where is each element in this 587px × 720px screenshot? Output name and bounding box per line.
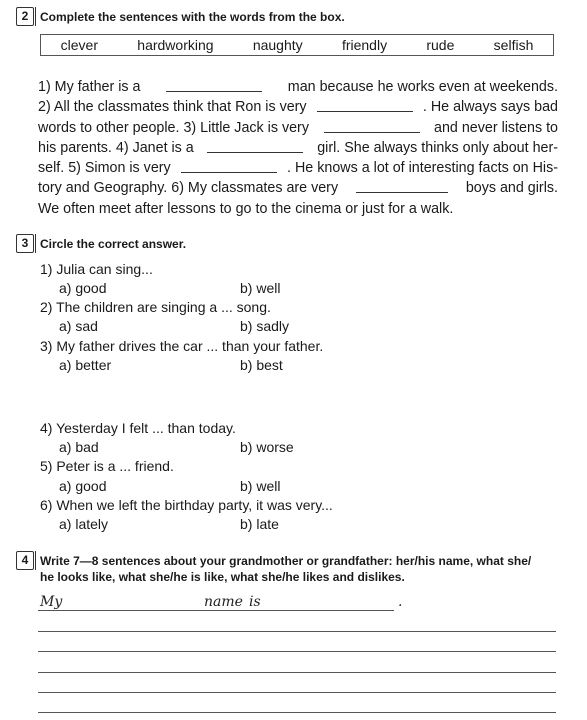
exercise-4-instruction-line1: Write 7—8 sentences about your grandmother or grandfather: her/his name, what she/ (40, 554, 532, 568)
answer-option-a[interactable]: a) bad (59, 439, 99, 455)
answer-option-a[interactable]: a) better (59, 357, 112, 373)
question-text: 1) Julia can sing... (40, 261, 153, 277)
answer-blank[interactable] (181, 158, 277, 173)
exercise-4-divider (35, 551, 36, 570)
question-text: 3) My father drives the car ... than your father. (40, 338, 324, 354)
word-box-word: selfish (493, 37, 534, 53)
word-box-word: hardworking (137, 37, 214, 53)
answer-blank[interactable] (317, 97, 413, 112)
paragraph-line: self. 5) Simon is very . He knows a lot of interesting facts on His- (38, 160, 558, 177)
answer-option-a[interactable]: a) good (59, 478, 107, 494)
exercise-3-number: 3 (16, 234, 34, 253)
paragraph-line: We often meet after lessons to go to the cinema or just for a walk. (38, 200, 454, 217)
paragraph-line: tory and Geography. 6) My classmates are very boys and girls. (38, 180, 558, 197)
paragraph-line: 1) My father is a man because he works even at weekends. (38, 79, 558, 95)
question-text: 5) Peter is a ... friend. (40, 458, 174, 474)
handwritten-word: is (249, 594, 261, 610)
writing-line[interactable] (38, 651, 556, 652)
word-box (40, 34, 554, 56)
paragraph-line: words to other people. 3) Little Jack is very and never listens to (38, 119, 558, 136)
word-box-word: rude (426, 37, 455, 53)
answer-blank[interactable] (166, 77, 262, 92)
answer-blank[interactable] (207, 138, 303, 153)
exercise-2-paragraph (38, 77, 558, 219)
word-box-word: clever (60, 37, 98, 53)
writing-line[interactable] (38, 672, 556, 673)
answer-option-b[interactable]: b) worse (240, 439, 294, 455)
exercise-2-divider (35, 7, 36, 26)
paragraph-line: 2) All the classmates think that Ron is very . He always says bad (38, 99, 558, 116)
answer-blank[interactable] (356, 178, 448, 193)
question-text: 2) The children are singing a ... song. (40, 299, 271, 315)
answer-option-a[interactable]: a) lately (59, 516, 109, 532)
exercise-2-number: 2 (16, 7, 34, 26)
answer-option-a[interactable]: a) sad (59, 318, 98, 334)
handwritten-word: My (40, 594, 63, 610)
exercise-3-instruction: Circle the correct answer. (40, 237, 187, 251)
answer-option-b[interactable]: b) late (240, 516, 279, 532)
writing-line[interactable] (38, 712, 556, 713)
answer-option-b[interactable]: b) well (240, 280, 281, 296)
writing-line[interactable] (38, 631, 556, 632)
answer-option-b[interactable]: b) best (240, 357, 283, 373)
word-box-word: naughty (252, 37, 303, 53)
paragraph-line: his parents. 4) Janet is a girl. She always thinks only about her- (38, 139, 558, 156)
writing-line[interactable] (38, 610, 394, 611)
question-text: 4) Yesterday I felt ... than today. (40, 420, 236, 436)
writing-line[interactable] (38, 692, 556, 693)
exercise-2-instruction: Complete the sentences with the words from the box. (40, 10, 345, 24)
answer-option-b[interactable]: b) sadly (240, 318, 290, 334)
answer-option-a[interactable]: a) good (59, 280, 107, 296)
exercise-4-instruction-line2: he looks like, what she/he is like, what she/he likes and dislikes. (40, 570, 405, 584)
question-text: 6) When we left the birthday party, it was very... (40, 497, 333, 513)
answer-option-b[interactable]: b) well (240, 478, 281, 494)
answer-blank[interactable] (324, 118, 420, 133)
handwritten-period: . (398, 594, 403, 610)
exercise-4-number: 4 (16, 551, 34, 570)
word-box-word: friendly (341, 37, 388, 53)
exercise-3-divider (35, 234, 36, 253)
handwritten-word: name (204, 594, 243, 610)
